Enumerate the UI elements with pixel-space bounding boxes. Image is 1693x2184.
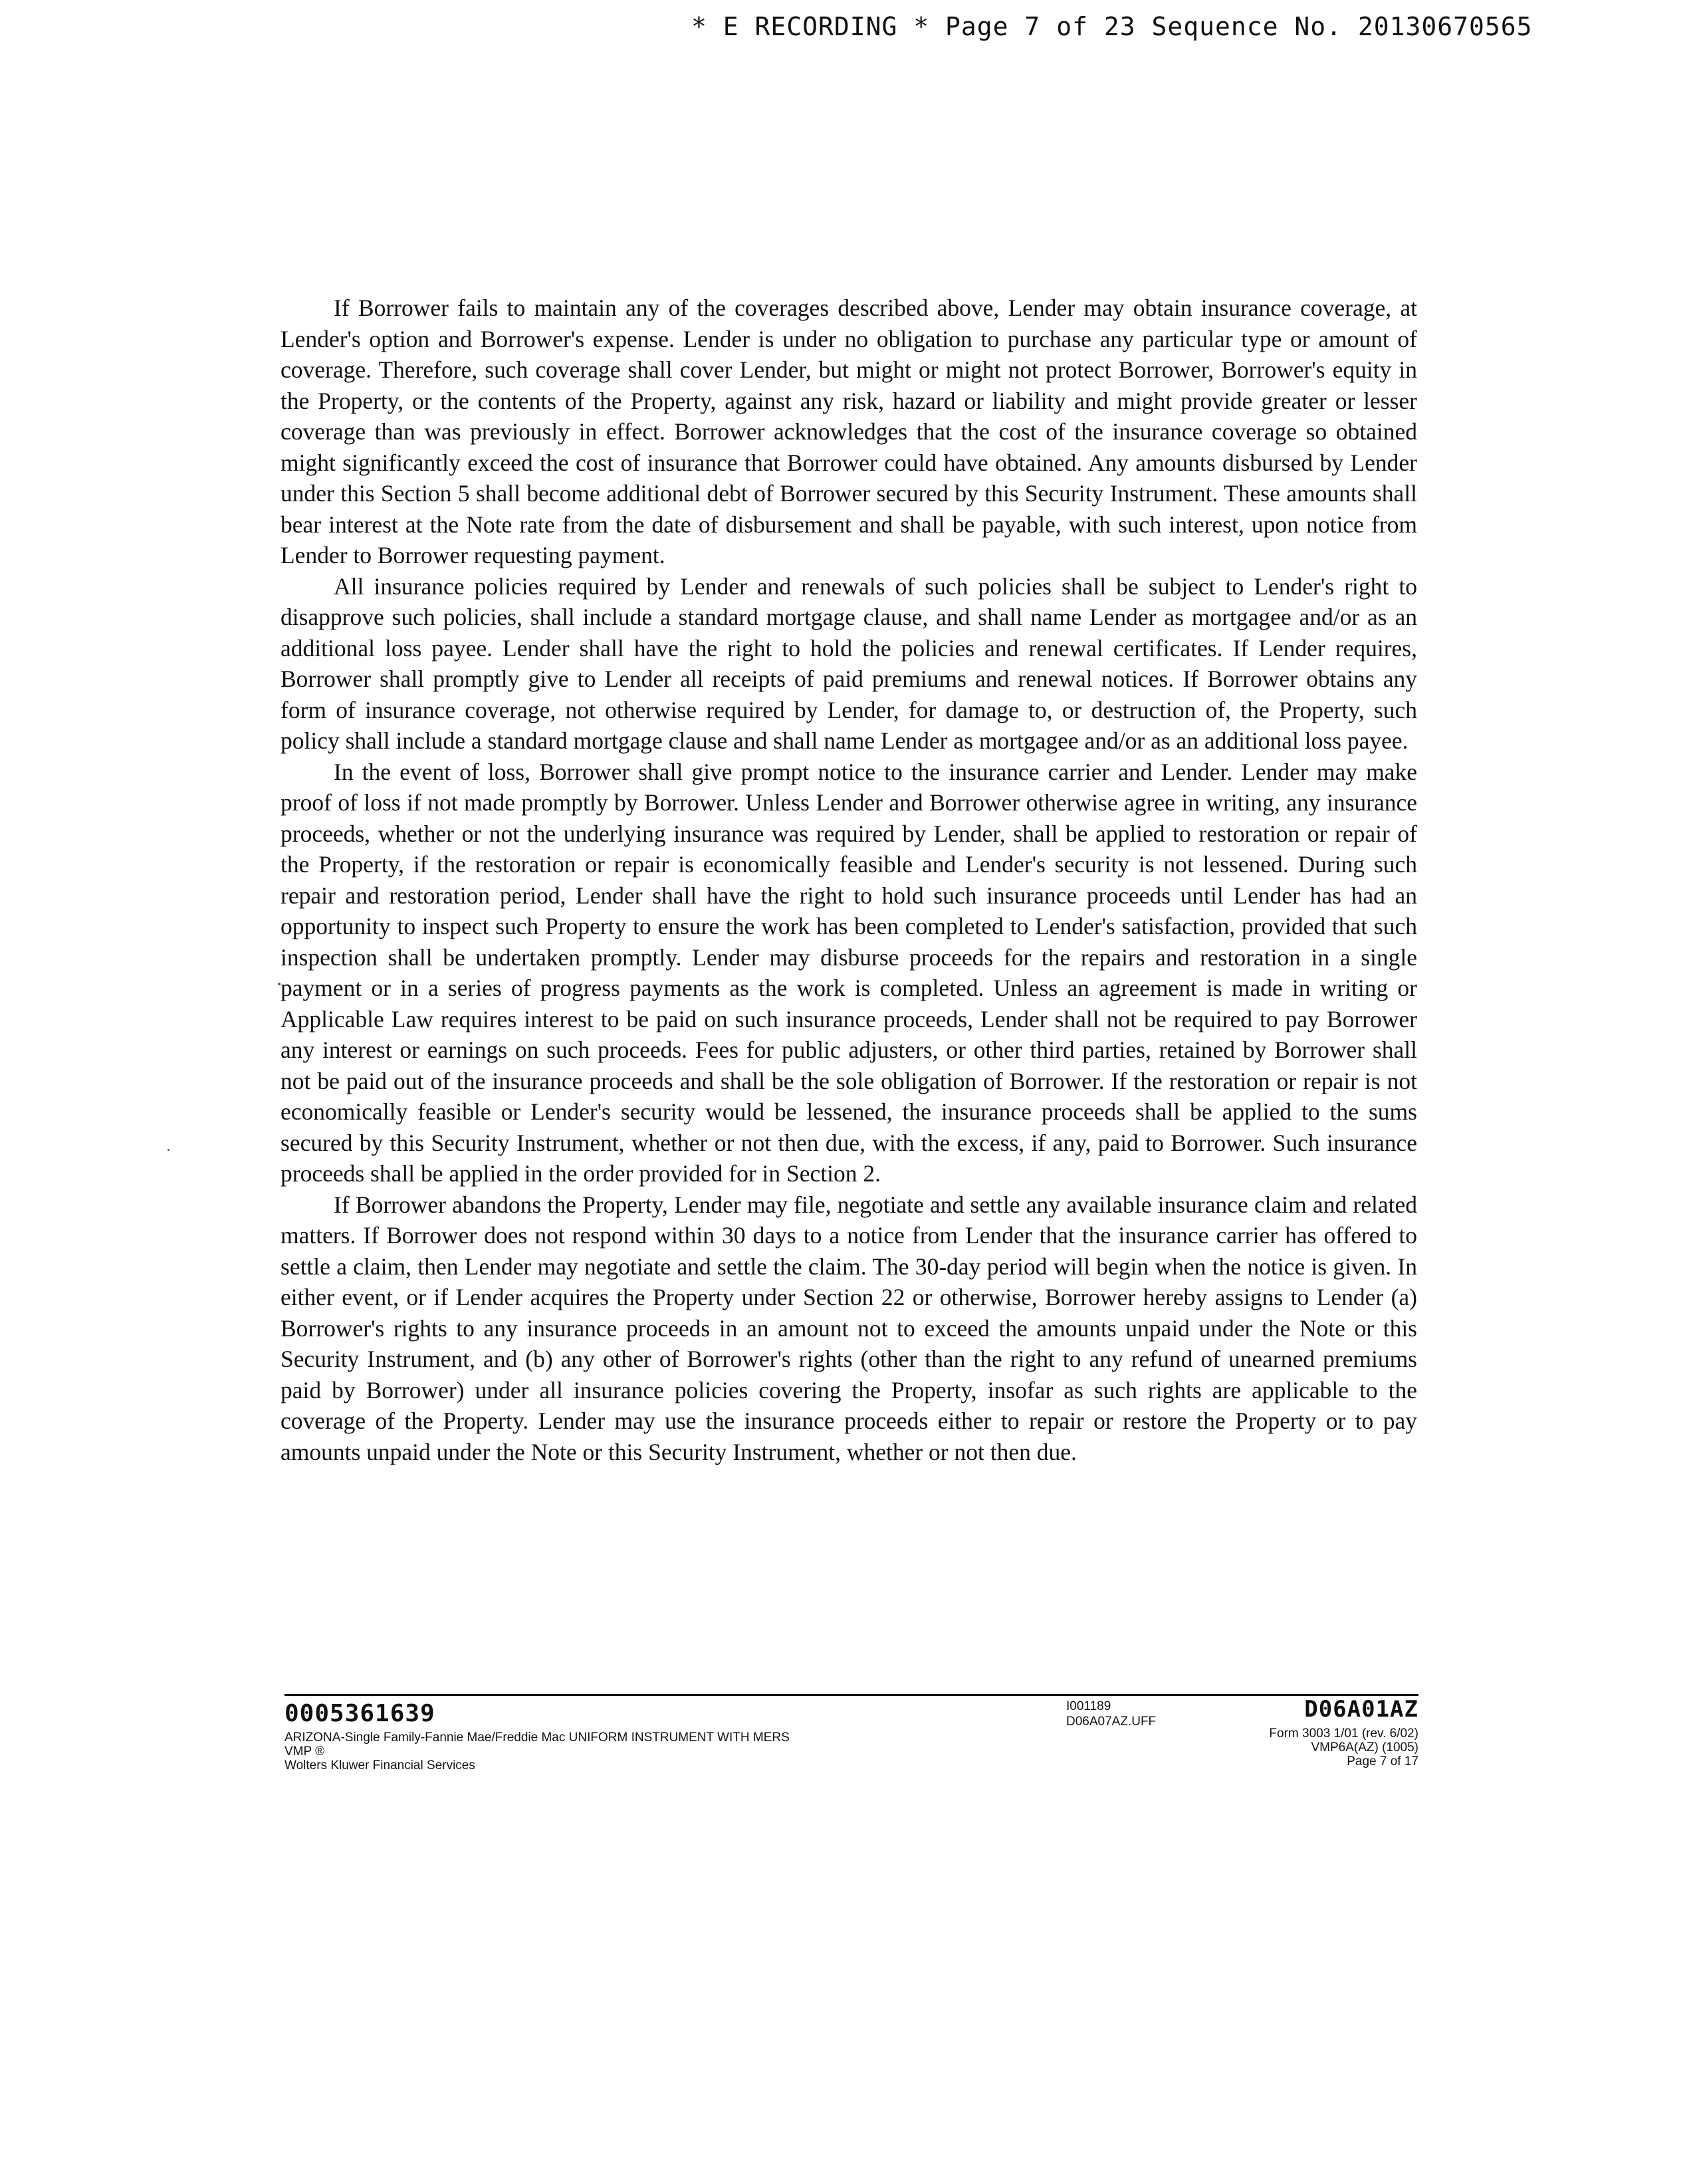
internal-codes: [1066, 1699, 1156, 1729]
loan-number: 0005361639: [284, 1700, 435, 1727]
scan-speck: [278, 983, 281, 985]
paragraph-event-of-loss: In the event of loss, Borrower shall give prompt notice to the insurance carrier and Lender. Lender may make proof of loss if not made promptly by Borrower. Unless Lender and Borrower otherwise agree in writing, any insurance proceeds, whether or not the underlying insurance was required by Lender, shall be applied to restoration or repair of the Property, if the restoration or repair is economically feasible and Lender's security is not lessened. During such repair and restoration period, Lender shall have the right to hold such insurance proceeds until Lender has had an opportunity to inspect such Property to ensure the work has been completed to Lender's satisfaction, provided that such inspection shall be undertaken promptly. Lender may disburse proceeds for the repairs and restoration in a single payment or in a series of progress payments as the work is completed. Unless an agreement is made in writing or Applicable Law requires interest to be paid on such insurance proceeds, Lender shall not be required to pay Borrower any interest or earnings on such proceeds. Fees for public adjusters, or other third parties, retained by Borrower shall not be paid out of the insurance proceeds and shall be the sole obligation of Borrower. If the restoration or repair is not economically feasible or Lender's security would be lessened, the insurance proceeds shall be applied to the sums secured by this Security Instrument, whether or not then due, with the excess, if any, paid to Borrower. Such insurance proceeds shall be applied in the order provided for in Section 2.: [281, 758, 1417, 1187]
publisher-name: Wolters Kluwer Financial Services: [284, 1759, 475, 1772]
form-number: Form 3003 1/01 (rev. 6/02): [1269, 1727, 1418, 1741]
scan-speck: [168, 1149, 169, 1151]
document-footer: [284, 1694, 1418, 1789]
document-body: [281, 293, 1417, 1467]
vmp-mark: VMP ®: [284, 1745, 325, 1759]
page-of-indicator: Page 7 of 17: [1347, 1755, 1418, 1768]
paragraph-insurance-coverage: If Borrower fails to maintain any of the coverages described above, Lender may obtain insurance coverage, at Lender's option and Borrower's expense. Lender is under no obligation to purchase any particular type or amount of coverage. Therefore, such coverage shall cover Lender, but might or might not protect Borrower, Borrower's equity in the Property, or the contents of the Property, against any risk, hazard or liability and might provide greater or lesser coverage than was previously in effect. Borrower acknowledges that the cost of the insurance coverage so obtained might significantly exceed the cost of insurance that Borrower could have obtained. Any amounts disbursed by Lender under this Section 5 shall become additional debt of Borrower secured by this Security Instrument. These amounts shall bear interest at the Note rate from the date of disbursement and shall be payable, with such interest, upon notice from Lender to Borrower requesting payment.: [281, 295, 1417, 568]
internal-code-2: D06A07AZ.UFF: [1066, 1715, 1157, 1729]
internal-code-1: I001189: [1066, 1699, 1111, 1713]
paragraph-insurance-policies: All insurance policies required by Lender and renewals of such policies shall be subject to Lender's right to disapprove such policies, shall include a standard mortgage clause, and shall name Lender as mortgagee and/or as an additional loss payee. Lender shall have the right to hold the policies and renewal certificates. If Lender requires, Borrower shall promptly give to Lender all receipts of paid premiums and renewal notices. If Borrower obtains any form of insurance coverage, not otherwise required by Lender, for damage to, or destruction of, the Property, such policy shall include a standard mortgage clause and shall name Lender as mortgagee and/or as an additional loss payee.: [281, 572, 1417, 754]
paragraph-abandonment: If Borrower abandons the Property, Lender may file, negotiate and settle any available insurance claim and related matters. If Borrower does not respond within 30 days to a notice from Lender that the insurance carrier has offered to settle a claim, then Lender may negotiate and settle the claim. The 30-day period will begin when the notice is given. In either event, or if Lender acquires the Property under Section 22 or otherwise, Borrower hereby assigns to Lender (a) Borrower's rights to any insurance proceeds in an amount not to exceed the amounts unpaid under the Note or this Security Instrument, and (b) any other of Borrower's rights (other than the right to any refund of unearned premiums paid by Borrower) under all insurance policies covering the Property, insofar as such rights are applicable to the coverage of the Property. Lender may use the insurance proceeds either to repair or restore the Property or to pay amounts unpaid under the Note or this Security Instrument, whether or not then due.: [281, 1191, 1417, 1465]
document-code: D06A01AZ: [1304, 1696, 1418, 1723]
form-title: ARIZONA-Single Family-Fannie Mae/Freddie Mac UNIFORM INSTRUMENT WITH MERS: [284, 1731, 790, 1745]
recording-header: * E RECORDING * Page 7 of 23 Sequence No. 20130670565: [691, 12, 1533, 41]
vmp-code: VMP6A(AZ) (1005): [1311, 1741, 1418, 1755]
